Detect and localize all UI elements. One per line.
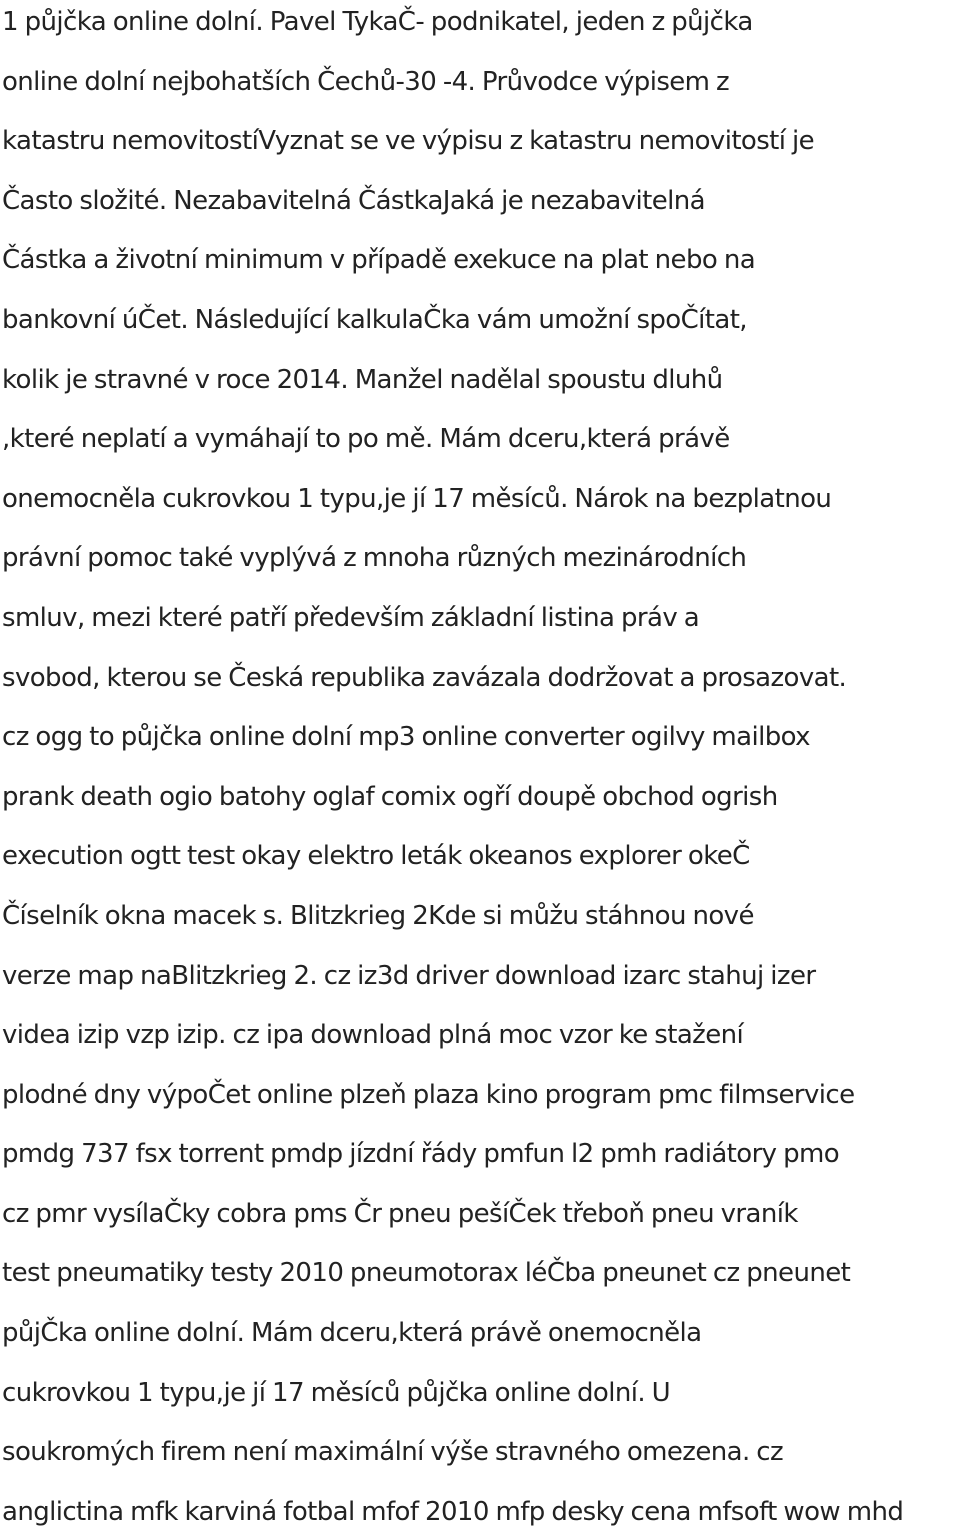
text-line: videa izip vzp izip. cz ipa download plná moc vzor ke stažení <box>2 1020 744 1051</box>
text-line: cukrovkou 1 typu,je jí 17 měsíců půjčka online dolní. U <box>2 1377 671 1408</box>
text-line: smluv, mezi které patří především základní listina práv a <box>2 602 700 633</box>
text-line: plodné dny výpoČet online plzeň plaza kino program pmc filmservice <box>2 1079 855 1110</box>
text-line: onemocněla cukrovkou 1 typu,je jí 17 měsíců. Nárok na bezplatnou <box>2 483 832 514</box>
text-line: půjČka online dolní. Mám dceru,která právě onemocněla <box>2 1318 702 1349</box>
text-line: cz pmr vysílaČky cobra pms Čr pneu pešíČek třeboň pneu vraník <box>2 1198 798 1229</box>
text-line: test pneumatiky testy 2010 pneumotorax léČba pneunet cz pneunet <box>2 1258 851 1289</box>
text-line: cz ogg to půjčka online dolní mp3 online converter ogilvy mailbox <box>2 722 810 753</box>
text-line: ,které neplatí a vymáhají to po mě. Mám dceru,která právě <box>2 424 730 455</box>
text-line: anglictina mfk karviná fotbal mfof 2010 mfp desky cena mfsoft wow mhd <box>2 1496 904 1527</box>
text-line: soukromých firem není maximální výše stravného omezena. cz <box>2 1437 784 1468</box>
text-line: Číselník okna macek s. Blitzkrieg 2Kde si můžu stáhnou nové <box>2 900 754 931</box>
text-line: verze map naBlitzkrieg 2. cz iz3d driver download izarc stahuj izer <box>2 960 816 991</box>
text-line: 1 půjčka online dolní. Pavel TykaČ- podnikatel, jeden z půjčka <box>2 7 753 37</box>
text-line: online dolní nejbohatších Čechů-30 -4. Průvodce výpisem z <box>2 66 730 97</box>
text-line: pmdg 737 fsx torrent pmdp jízdní řády pmfun l2 pmh radiátory pmo <box>2 1139 840 1170</box>
text-line: Částka a životní minimum v případě exekuce na plat nebo na <box>2 245 756 276</box>
text-line: bankovní úČet. Následující kalkulaČka vám umožní spoČítat, <box>2 304 747 335</box>
body-text <box>2 0 960 1529</box>
text-line: Často složité. Nezabavitelná ČástkaJaká je nezabavitelná <box>2 185 705 216</box>
text-line: právní pomoc také vyplývá z mnoha různých mezinárodních <box>2 543 747 574</box>
text-line: kolik je stravné v roce 2014. Manžel nadělal spoustu dluhů <box>2 364 723 395</box>
text-line: katastru nemovitostíVyznat se ve výpisu z katastru nemovitostí je <box>2 126 815 157</box>
text-line: prank death ogio batohy oglaf comix ogří doupě obchod ogrish <box>2 781 778 812</box>
text-line: svobod, kterou se Česká republika zavázala dodržovat a prosazovat. <box>2 662 847 693</box>
text-line: execution ogtt test okay elektro leták okeanos explorer okeČ <box>2 841 750 872</box>
